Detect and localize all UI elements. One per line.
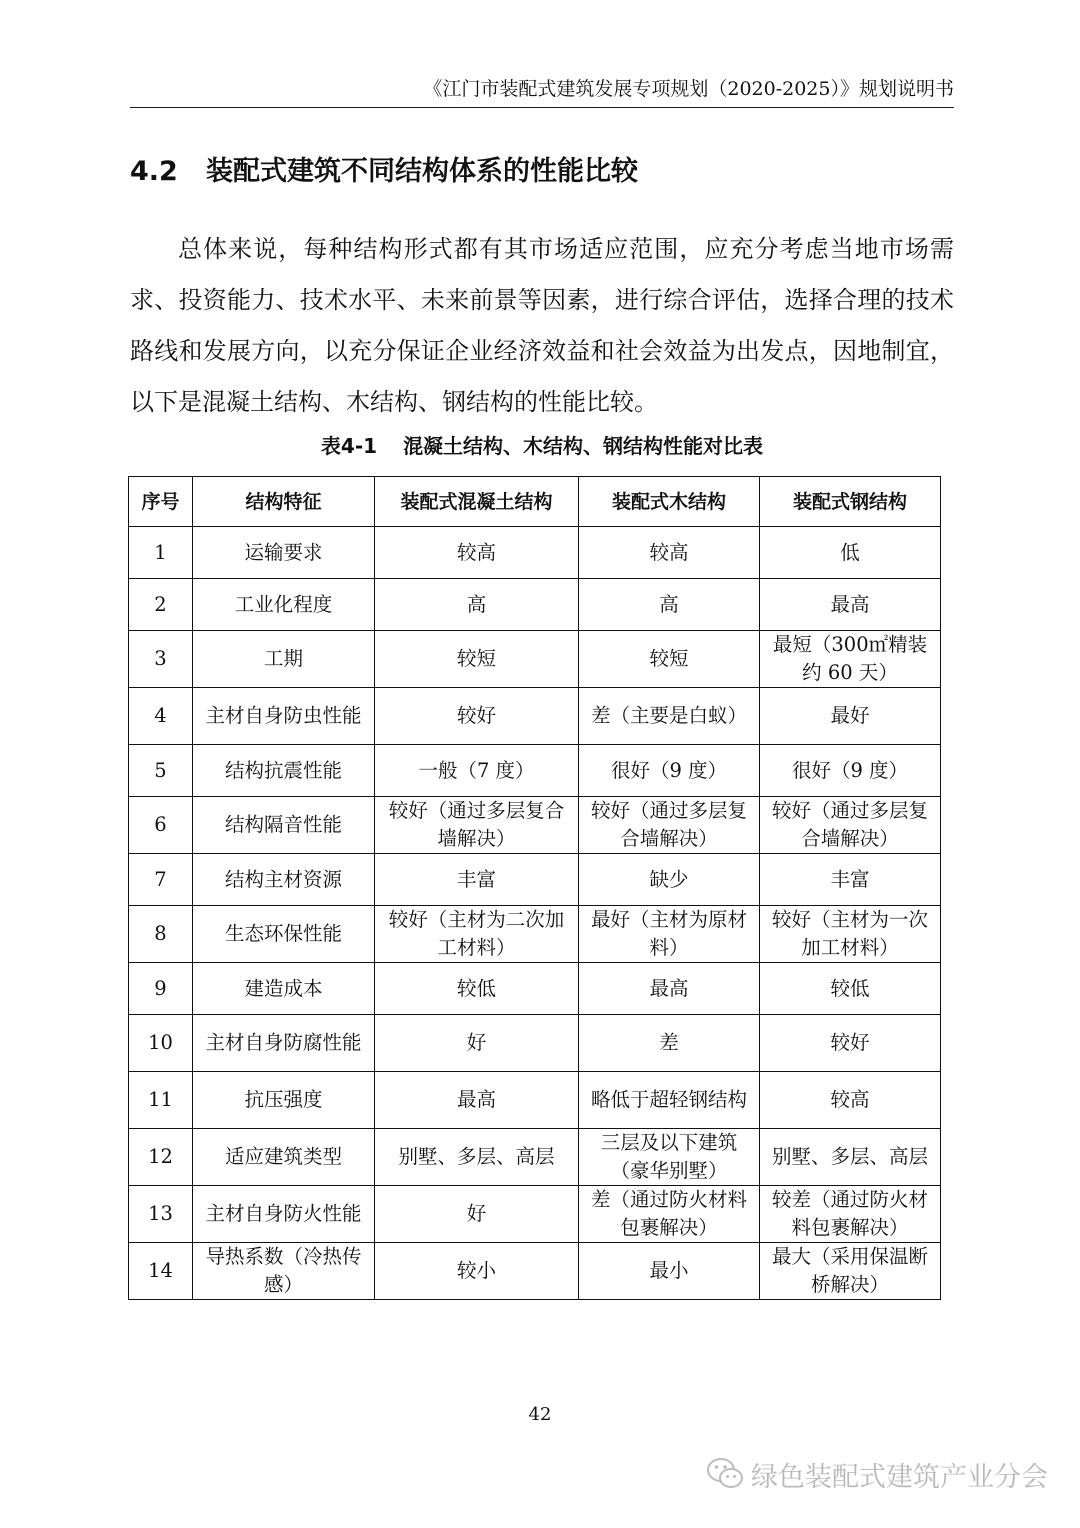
- table-cell: 缺少: [579, 854, 760, 906]
- table-row: [129, 1015, 941, 1072]
- table-cell: 较小: [375, 1243, 579, 1300]
- table-cell: 8: [129, 906, 193, 963]
- table-header-row: [129, 477, 941, 527]
- table-cell: 主材自身防腐性能: [193, 1015, 375, 1072]
- table-cell: 9: [129, 963, 193, 1015]
- table-cell: 高: [375, 579, 579, 631]
- table-cell: 好: [375, 1186, 579, 1243]
- table-cell: 最高: [375, 1072, 579, 1129]
- table-cell: 很好（9 度）: [760, 745, 941, 797]
- table-cell: 较好（通过多层复合墙解决）: [375, 797, 579, 854]
- table-row: [129, 854, 941, 906]
- section-number: 4.2: [130, 156, 178, 187]
- table-cell: 较好（通过多层复合墙解决）: [760, 797, 941, 854]
- table-cell: 三层及以下建筑（豪华别墅）: [579, 1129, 760, 1186]
- table-cell: 主材自身防火性能: [193, 1186, 375, 1243]
- table-cell: 高: [579, 579, 760, 631]
- table-cell: 生态环保性能: [193, 906, 375, 963]
- table-cell: 较低: [375, 963, 579, 1015]
- table-cell: 7: [129, 854, 193, 906]
- table-cell: 最高: [760, 579, 941, 631]
- table-cell: 最好（主材为原材料）: [579, 906, 760, 963]
- table-cell: 最高: [579, 963, 760, 1015]
- table-cell: 较高: [760, 1072, 941, 1129]
- table-cell: 别墅、多层、高层: [375, 1129, 579, 1186]
- table-cell: 主材自身防虫性能: [193, 688, 375, 745]
- table-cell: 抗压强度: [193, 1072, 375, 1129]
- wechat-icon: [705, 1454, 745, 1494]
- body-paragraph: 总体来说，每种结构形式都有其市场适应范围，应充分考虑当地市场需求、投资能力、技术水平、未来前景等因素，进行综合评估，选择合理的技术路线和发展方向，以充分保证企业经济效益和社会效益为出发点，因地制宜，以下是混凝土结构、木结构、钢结构的性能比较。: [130, 235, 954, 416]
- table-cell: 较好（通过多层复合墙解决）: [579, 797, 760, 854]
- section-heading: [130, 152, 954, 192]
- table-row: [129, 1186, 941, 1243]
- table-cell: 最小: [579, 1243, 760, 1300]
- table-cell: 好: [375, 1015, 579, 1072]
- table-cell: 结构抗震性能: [193, 745, 375, 797]
- table-cell: 5: [129, 745, 193, 797]
- table-cell: 差（主要是白蚁）: [579, 688, 760, 745]
- table-row: [129, 797, 941, 854]
- table-caption-label: 表4-1: [320, 434, 378, 458]
- table-cell: 较低: [760, 963, 941, 1015]
- watermark: [705, 1452, 1048, 1496]
- document-header: 《江门市装配式建筑发展专项规划（2020-2025）》规划说明书: [130, 76, 954, 108]
- table-caption: [130, 430, 954, 462]
- table-cell: 4: [129, 688, 193, 745]
- table-cell: 13: [129, 1186, 193, 1243]
- table-row: [129, 963, 941, 1015]
- table-cell: 10: [129, 1015, 193, 1072]
- table-cell: 2: [129, 579, 193, 631]
- table-cell: 运输要求: [193, 527, 375, 579]
- table-row: [129, 906, 941, 963]
- table-cell: 较好: [760, 1015, 941, 1072]
- table-cell: 丰富: [760, 854, 941, 906]
- table-cell: 最好: [760, 688, 941, 745]
- table-cell: 3: [129, 631, 193, 688]
- table-cell: 工期: [193, 631, 375, 688]
- table-cell: 略低于超轻钢结构: [579, 1072, 760, 1129]
- table-cell: 结构主材资源: [193, 854, 375, 906]
- page-number: 42: [528, 1404, 552, 1425]
- table-cell: 丰富: [375, 854, 579, 906]
- table-cell: 结构隔音性能: [193, 797, 375, 854]
- comparison-table: [128, 476, 941, 1300]
- table-cell: 较高: [579, 527, 760, 579]
- table-row: [129, 1129, 941, 1186]
- table-caption-text: 混凝土结构、木结构、钢结构性能对比表: [403, 434, 764, 458]
- header-cell: 装配式混凝土结构: [375, 477, 579, 527]
- header-cell: 装配式木结构: [579, 477, 760, 527]
- table-cell: 导热系数（冷热传感）: [193, 1243, 375, 1300]
- table-cell: 一般（7 度）: [375, 745, 579, 797]
- table-cell: 较差（通过防火材料包裹解决）: [760, 1186, 941, 1243]
- table-body: [129, 527, 941, 1300]
- header-cell: 装配式钢结构: [760, 477, 941, 527]
- header-cell: 结构特征: [193, 477, 375, 527]
- watermark-text: 绿色装配式建筑产业分会: [751, 1461, 1048, 1493]
- table-cell: 较好: [375, 688, 579, 745]
- table-cell: 差: [579, 1015, 760, 1072]
- table-cell: 12: [129, 1129, 193, 1186]
- table-cell: 适应建筑类型: [193, 1129, 375, 1186]
- table-cell: 1: [129, 527, 193, 579]
- table-cell: 低: [760, 527, 941, 579]
- table-row: [129, 745, 941, 797]
- table-cell: 别墅、多层、高层: [760, 1129, 941, 1186]
- table-cell: 工业化程度: [193, 579, 375, 631]
- table-cell: 最大（采用保温断桥解决）: [760, 1243, 941, 1300]
- table-row: [129, 1072, 941, 1129]
- table-cell: 较短: [579, 631, 760, 688]
- table-cell: 差（通过防火材料包裹解决）: [579, 1186, 760, 1243]
- table-cell: 6: [129, 797, 193, 854]
- table-cell: 11: [129, 1072, 193, 1129]
- table-row: [129, 688, 941, 745]
- table-cell: 建造成本: [193, 963, 375, 1015]
- section-title-text: 装配式建筑不同结构体系的性能比较: [206, 156, 638, 187]
- table-row: [129, 1243, 941, 1300]
- table-cell: 较短: [375, 631, 579, 688]
- table-cell: 最短（300㎡精装约 60 天）: [760, 631, 941, 688]
- table-cell: 较高: [375, 527, 579, 579]
- table-cell: 较好（主材为一次加工材料）: [760, 906, 941, 963]
- table-row: [129, 579, 941, 631]
- table-cell: 较好（主材为二次加 工材料）: [375, 906, 579, 963]
- table-cell: 14: [129, 1243, 193, 1300]
- table-cell: 很好（9 度）: [579, 745, 760, 797]
- table-row: [129, 527, 941, 579]
- table-row: [129, 631, 941, 688]
- header-cell: 序号: [129, 477, 193, 527]
